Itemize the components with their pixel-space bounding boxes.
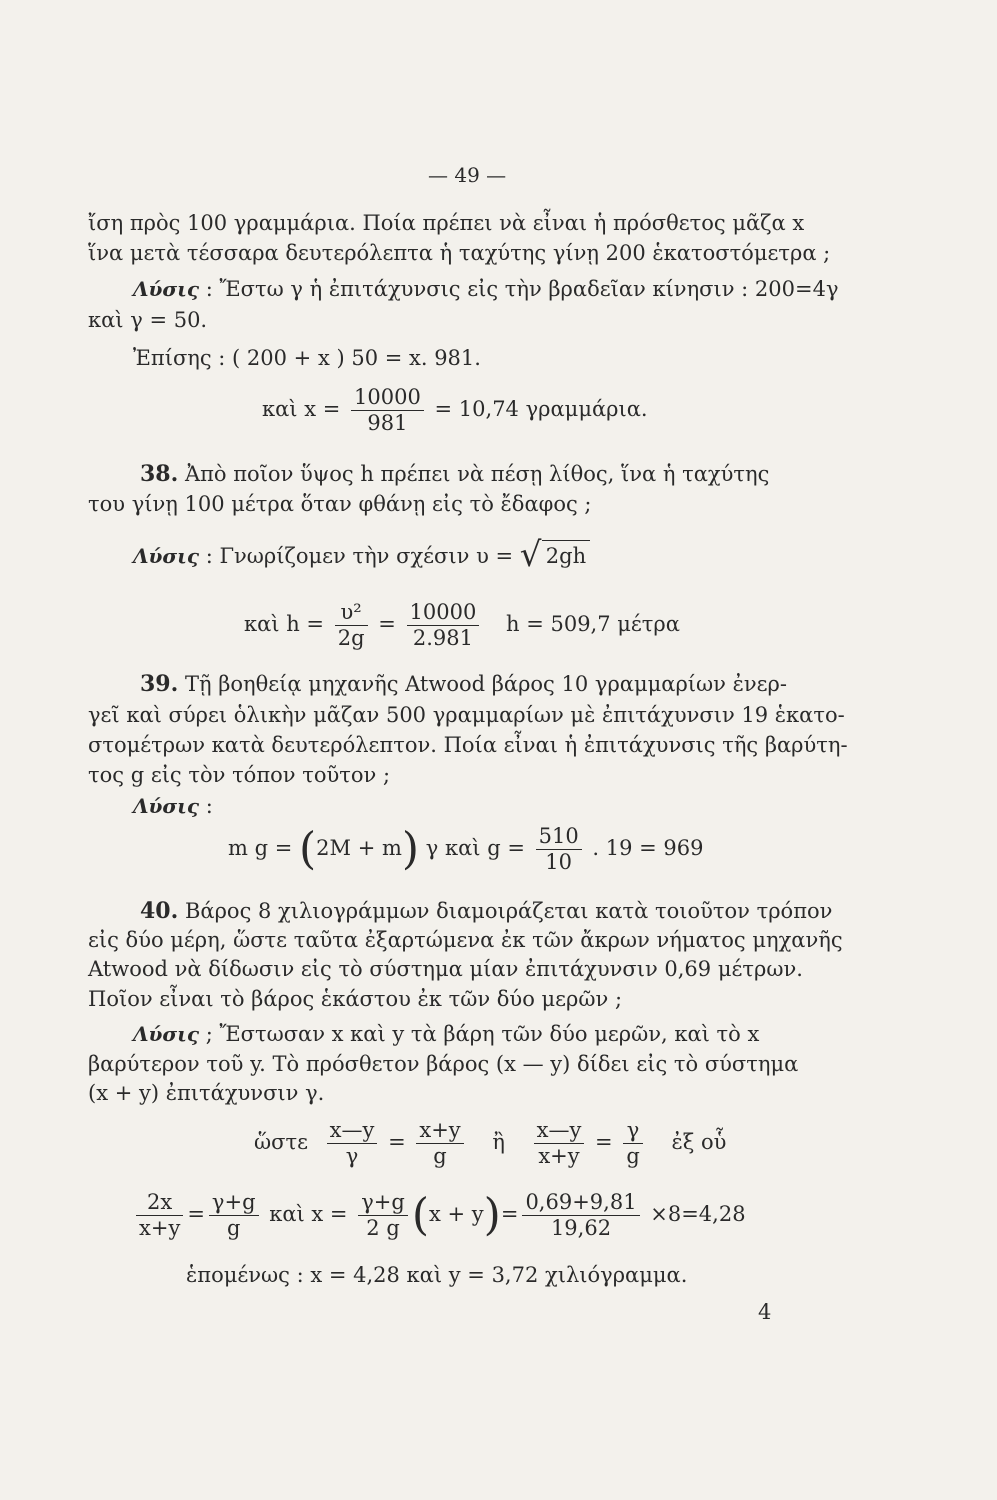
text-fragment: Τῇ βοηθείᾳ μηχανῆς Atwood βάρος 10 γραμμαρίων ἐνερ- — [184, 672, 787, 696]
fraction-numerator: γ+g — [209, 1190, 259, 1216]
text-fragment: : Γνωρίζομεν τὴν σχέσιν υ = — [205, 544, 514, 568]
solution-label: Λύσις — [133, 544, 199, 568]
fraction-numerator: υ² — [335, 600, 368, 626]
text-line: ἴση πρὸς 100 γραμμάρια. Ποία πρέπει νὰ εἶναι ἡ πρόσθετος μᾶζα x — [88, 211, 805, 235]
fraction — [209, 1190, 259, 1241]
text-fragment: ἢ — [492, 1130, 505, 1154]
solution-label: Λύσις — [133, 794, 199, 818]
text-fragment: καὶ h = — [244, 612, 325, 636]
text-line: στομέτρων κατὰ δευτερόλεπτον. Ποία εἶναι ἡ ἐπιτάχυνσις τῆς βαρύτη- — [88, 733, 848, 757]
fraction — [407, 600, 480, 651]
fraction — [522, 1190, 639, 1241]
paren-close: ) — [401, 823, 420, 875]
fraction-denominator: 2.981 — [412, 626, 473, 650]
text-fragment: ; Ἔστωσαν x καὶ y τὰ βάρη τῶν δύο μερῶν, καὶ τὸ x — [205, 1022, 760, 1046]
fraction-numerator: 2x — [136, 1190, 183, 1216]
text-fragment: καὶ x = — [269, 1202, 348, 1226]
equals-sign: = — [378, 612, 396, 636]
problem-heading — [140, 898, 832, 924]
fraction-denominator: 2g — [337, 626, 365, 650]
equals-sign: = — [388, 1130, 406, 1154]
text-line: Ποῖον εἶναι τὸ βάρος ἑκάστου ἐκ τῶν δύο μερῶν ; — [88, 987, 623, 1011]
radicand: 2gh — [542, 540, 590, 569]
text-line: τος g εἰς τὸν τόπον τοῦτον ; — [88, 763, 391, 787]
text-fragment: ×8=4,28 — [650, 1202, 746, 1226]
square-root — [519, 535, 590, 575]
text-line: Atwood νὰ δίδωσιν εἰς τὸ σύστημα μίαν ἐπιτάχυνσιν 0,69 μέτρων. — [88, 957, 803, 981]
equation-line — [132, 1190, 746, 1241]
fraction-denominator: g — [626, 1144, 640, 1168]
text-line: του γίνῃ 100 μέτρα ὅταν φθάνῃ εἰς τὸ ἔδαφος ; — [88, 492, 592, 516]
solution-line — [133, 276, 839, 302]
text-fragment: . 19 = 969 — [592, 836, 704, 860]
fraction-numerator: x+y — [416, 1118, 463, 1144]
fraction — [327, 1118, 378, 1169]
fraction — [358, 1190, 408, 1241]
paren-open: ( — [411, 1189, 429, 1241]
solution-label: Λύσις — [133, 277, 199, 301]
text-fragment: καὶ x = — [262, 397, 341, 421]
problem-number: 39. — [140, 671, 179, 697]
equation-line — [228, 824, 704, 875]
fraction — [335, 600, 368, 651]
text-fragment: m g = — [228, 836, 293, 860]
equals-sign: = — [595, 1130, 613, 1154]
text-line: (x + y) ἐπιτάχυνσιν γ. — [88, 1081, 325, 1105]
text-fragment: : — [205, 794, 213, 818]
fraction — [416, 1118, 463, 1169]
text-line: βαρύτερον τοῦ y. Τὸ πρόσθετον βάρος (x — y) δίδει εἰς τὸ σύστημα — [88, 1052, 799, 1076]
fraction-denominator: x+y — [139, 1216, 181, 1240]
fraction — [536, 824, 582, 875]
solution-line — [133, 793, 213, 819]
solution-line — [133, 1021, 759, 1047]
problem-heading — [140, 671, 787, 697]
equals-sign: = — [500, 1202, 519, 1226]
text-fragment: : Ἔστω γ ἡ ἐπιτάχυνσις εἰς τὴν βραδεῖαν κίνησιν : 200=4γ — [205, 277, 839, 301]
solution-label: Λύσις — [133, 1022, 199, 1046]
paren-close: ) — [483, 1189, 501, 1241]
fraction-numerator: 10000 — [351, 385, 424, 411]
result-line: ἑπομένως : x = 4,28 καὶ y = 3,72 χιλιόγραμμα. — [186, 1263, 688, 1287]
problem-heading — [140, 461, 769, 487]
text-fragment: Βάρος 8 χιλιογράμμων διαμοιράζεται κατὰ τοιοῦτον τρόπον — [184, 899, 833, 923]
fraction-numerator: γ — [623, 1118, 642, 1144]
fraction-denominator: 981 — [367, 411, 408, 435]
fraction-denominator: g — [226, 1216, 241, 1240]
text-line: γεῖ καὶ σύρει ὁλικὴν μᾶζαν 500 γραμμαρίων μὲ ἐπιτάχυνσιν 19 ἑκατο- — [88, 703, 845, 727]
fraction — [351, 385, 424, 436]
fraction — [534, 1118, 585, 1169]
fraction-numerator: x—y — [534, 1118, 585, 1144]
fraction-denominator: γ — [345, 1144, 359, 1168]
text-fragment: γ καὶ g = — [425, 836, 525, 860]
problem-number: 38. — [140, 461, 179, 487]
fraction-numerator: γ+g — [358, 1190, 408, 1216]
text-fragment: x + y — [429, 1202, 484, 1226]
fraction-denominator: 2 g — [366, 1216, 400, 1240]
fraction-numerator: 510 — [536, 824, 582, 850]
fraction-denominator: g — [433, 1144, 447, 1168]
text-fragment: = 10,74 γραμμάρια. — [434, 397, 648, 421]
fraction-denominator: 10 — [545, 850, 573, 874]
text-fragment: 2M + m — [316, 836, 402, 860]
text-line: ἵνα μετὰ τέσσαρα δευτερόλεπτα ἡ ταχύτης γίνῃ 200 ἑκατοστόμετρα ; — [88, 241, 831, 265]
text-fragment: ἐξ οὗ — [671, 1130, 727, 1154]
problem-number: 40. — [140, 898, 179, 924]
equals-sign: = — [187, 1202, 205, 1226]
equation-line — [244, 600, 680, 651]
text-fragment: ὥστε — [254, 1130, 308, 1154]
text-line: καὶ γ = 50. — [88, 308, 208, 332]
paren-open: ( — [299, 823, 317, 875]
fraction-numerator: 0,69+9,81 — [522, 1190, 639, 1216]
equation-line: Ἐπίσης : ( 200 + x ) 50 = x. 981. — [133, 346, 481, 370]
equation-line — [254, 1118, 726, 1169]
fraction — [136, 1190, 183, 1241]
fraction-numerator: 10000 — [407, 600, 480, 626]
solution-line — [133, 535, 590, 575]
text-line: εἰς δύο μέρη, ὥστε ταῦτα ἐξαρτώμενα ἐκ τῶν ἄκρων νήματος μηχανῆς — [88, 928, 843, 952]
radical-sign-icon: √ — [519, 535, 542, 575]
text-fragment: Ἀπὸ ποῖον ὕψος h πρέπει νὰ πέσῃ λίθος, ἵνα ἡ ταχύτης — [184, 462, 770, 486]
page-number: — 49 — — [428, 163, 507, 187]
fraction-denominator: x+y — [538, 1144, 580, 1168]
fraction-numerator: x—y — [327, 1118, 378, 1144]
fraction-denominator: 19,62 — [550, 1216, 612, 1240]
signature-mark: 4 — [758, 1300, 772, 1324]
text-fragment: h = 509,7 μέτρα — [506, 612, 680, 636]
fraction — [623, 1118, 642, 1169]
equation-line — [262, 385, 648, 436]
